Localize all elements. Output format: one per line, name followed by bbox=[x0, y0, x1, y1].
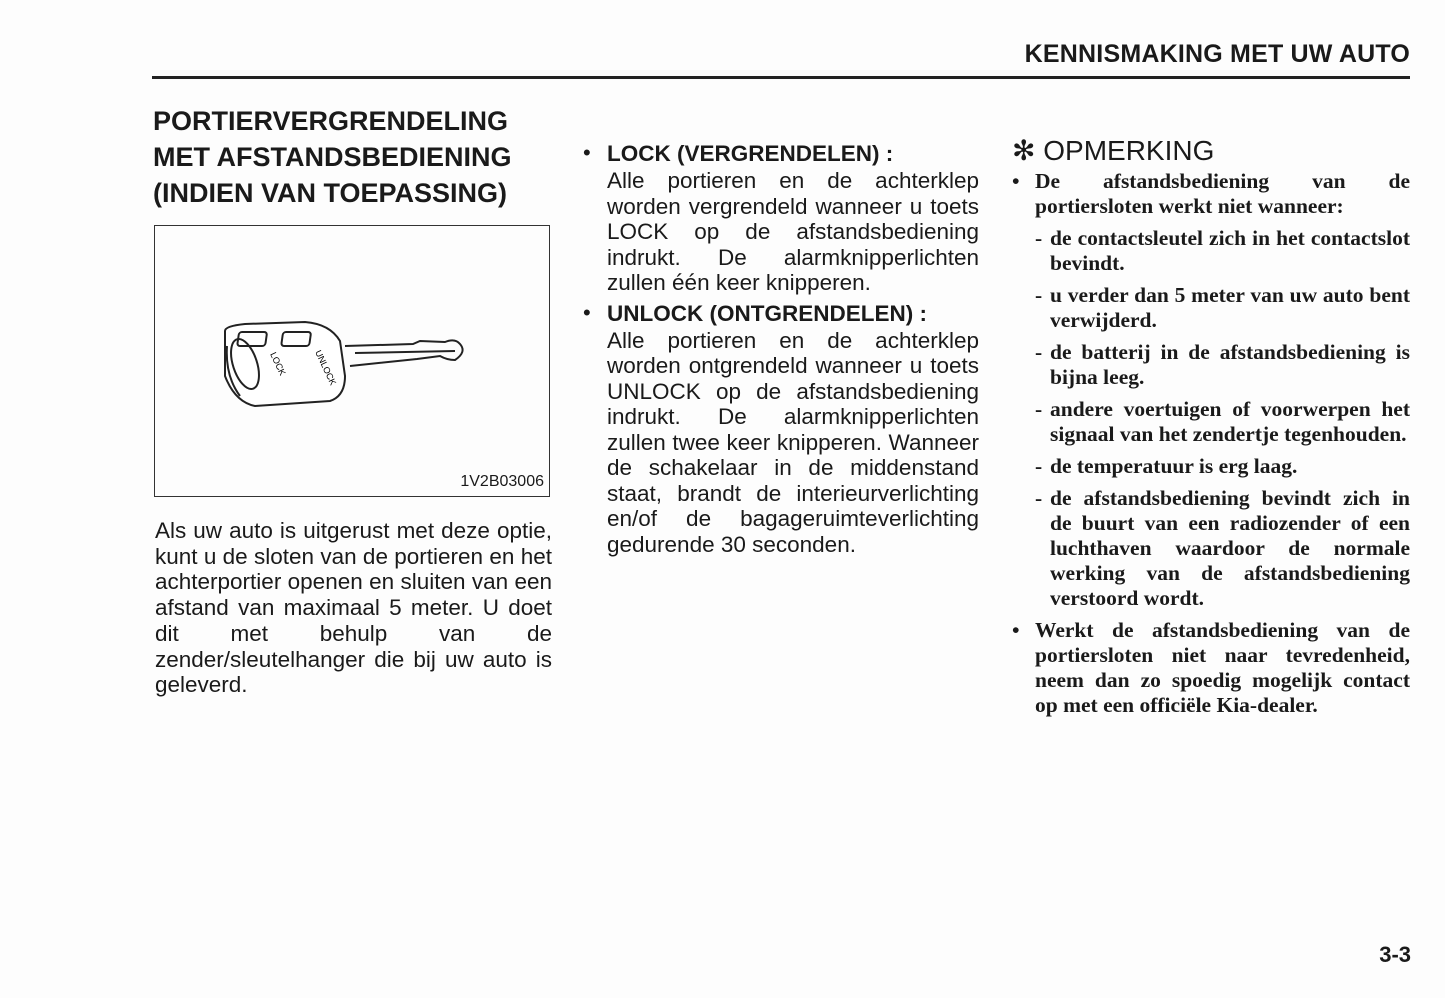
note-item bbox=[1012, 169, 1410, 219]
note-text: Werkt de afstandsbediening van de portiersloten niet naar tevredenheid, neem dan zo spoedig mogelijk contact op met een officiële Kia-dealer. bbox=[1035, 618, 1410, 717]
subitem-text: andere voertuigen of voorwerpen het signaal van het zendertje tegenhouden. bbox=[1050, 397, 1410, 446]
bullet: • bbox=[1012, 618, 1020, 642]
note-subitem bbox=[1012, 486, 1410, 611]
title-line: MET AFSTANDSBEDIENING bbox=[153, 142, 512, 172]
note-box bbox=[1012, 135, 1410, 725]
note-title: ✻ OPMERKING bbox=[1012, 135, 1215, 166]
intro-paragraph: Als uw auto is uitgerust met deze optie, kunt u de sloten van de portieren en het achterportier openen en sluiten van een afstand van maximaal 5 meter. U doet dit met behulp van de zender/sleutelhanger die bij uw auto is geleverd. bbox=[155, 518, 552, 698]
dash: - bbox=[1035, 486, 1043, 510]
bullet: • bbox=[583, 299, 591, 325]
subitem-text: de contactsleutel zich in het contactslot bevindt. bbox=[1050, 226, 1410, 275]
item-text: Alle portieren en de achterklep worden ontgrendeld wanneer u toets UNLOCK op de afstandsbediening indrukt. De alarmknipperlichten zullen twee keer knipperen. Wanneer de schakelaar in de middenstand staat, brandt de interieurverlichting en/of de bagageruimteverlichting gedurende 30 seconden. bbox=[607, 327, 979, 557]
subitem-text: de batterij in de afstandsbediening is bijna leeg. bbox=[1050, 340, 1410, 389]
subitem-text: de afstandsbediening bevindt zich in de buurt van een radiozender of een luchthaven waardoor de normale werking van de afstandsbediening verstoord wordt. bbox=[1050, 486, 1410, 610]
unlock-item bbox=[583, 300, 979, 558]
dash: - bbox=[1035, 340, 1043, 364]
figure-code: 1V2B03006 bbox=[460, 473, 544, 490]
bullet: • bbox=[583, 140, 591, 165]
note-subitem bbox=[1012, 283, 1410, 333]
note-subitem bbox=[1012, 226, 1410, 276]
section-header: KENNISMAKING MET UW AUTO bbox=[1024, 40, 1410, 68]
dash: - bbox=[1035, 283, 1043, 307]
lock-button-label: LOCK bbox=[268, 350, 288, 378]
note-text: De afstandsbediening van de portiersloten werkt niet wanneer: bbox=[1035, 169, 1410, 218]
title-line: PORTIERVERGRENDELING bbox=[153, 106, 509, 136]
subitem-text: de temperatuur is erg laag. bbox=[1050, 454, 1298, 478]
page-number: 3-3 bbox=[1379, 942, 1411, 967]
page-title bbox=[153, 103, 553, 211]
dash: - bbox=[1035, 397, 1043, 421]
title-line: (INDIEN VAN TOEPASSING) bbox=[153, 178, 508, 208]
item-text: Alle portieren en de achterklep worden vergrendeld wanneer u toets LOCK op de afstandsbediening indrukt. De alarmknipperlichten zullen één keer knipperen. bbox=[607, 168, 979, 295]
item-heading: UNLOCK (ONTGRENDELEN) : bbox=[607, 300, 927, 326]
note-subitem bbox=[1012, 454, 1410, 479]
unlock-button-label: UNLOCK bbox=[313, 348, 339, 387]
bullet: • bbox=[1012, 169, 1020, 193]
dash: - bbox=[1035, 454, 1043, 478]
function-list bbox=[583, 140, 979, 561]
note-subitem bbox=[1012, 397, 1410, 447]
lock-item bbox=[583, 140, 979, 296]
subitem-text: u verder dan 5 meter van uw auto bent verwijderd. bbox=[1050, 283, 1410, 332]
remote-key-illustration bbox=[155, 226, 551, 498]
item-heading: LOCK (VERGRENDELEN) : bbox=[607, 141, 894, 166]
note-item bbox=[1012, 618, 1410, 718]
note-subitem bbox=[1012, 340, 1410, 390]
key-fob-figure bbox=[154, 225, 550, 497]
header-rule bbox=[152, 76, 1410, 79]
dash: - bbox=[1035, 226, 1043, 250]
